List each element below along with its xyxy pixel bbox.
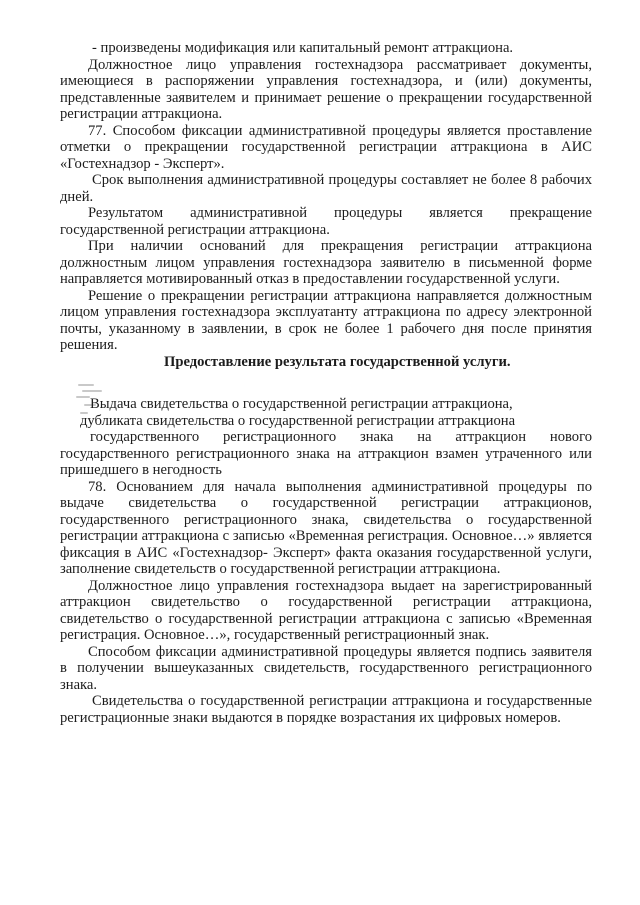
modification-line: - произведены модификация или капитальный ремонт аттракциона. (92, 40, 514, 56)
subheading-block (60, 396, 592, 479)
review-paragraph: Должностное лицо управления гостехнадзора рассматривает документы, имеющиеся в распоряжении управления гостехнадзора, и (или) документы, представленные заявителем и принимает решение о прекращении государственной регистрации аттракциона. (60, 56, 592, 122)
paragraph-77: 77. Способом фиксации административной процедуры является проставление отметки о прекращении государственной регистрации аттракциона в АИС «Гостехнадзор - Эксперт». (60, 122, 592, 172)
term-paragraph: Срок выполнения административной процедуры составляет не более 8 рабочих дней. (60, 172, 592, 205)
document-page (60, 40, 592, 726)
fixation-paragraph: Способом фиксации административной процедуры является подпись заявителя в получении вышеуказанных свидетельств, государственного регистрационного знака. (60, 643, 592, 693)
subheading-line: Выдача свидетельства о государственной регистрации аттракциона, (90, 396, 513, 412)
result-paragraph: Результатом административной процедуры является прекращение государственной регистрации аттракциона. (60, 205, 592, 238)
order-paragraph: Свидетельства о государственной регистрации аттракциона и государственные регистрационные знаки выдаются в порядке возрастания их цифровых номеров. (60, 693, 592, 726)
subheading-line: дубликата свидетельства о государственной регистрации аттракциона (80, 412, 516, 429)
decision-paragraph: Решение о прекращении регистрации аттракциона направляется должностным лицом управления гостехнадзора эксплуатанту аттракциона по адресу электронной почты, указанному в заявлении, в срок не более 1 рабочего дня после принятия решения. (60, 287, 592, 353)
subheading-line: государственного регистрационного знака на аттракцион взамен утраченного или пришедшего в негодность (60, 445, 592, 478)
refusal-paragraph: При наличии оснований для прекращения регистрации аттракциона должностным лицом управления гостехнадзора заявителю в письменной форме направляется мотивированный отказ в предоставлении государственной услуги. (60, 238, 592, 287)
section-heading: Предоставление результата государственной услуги. (164, 353, 511, 370)
subheading-line: государственного регистрационного знака на аттракцион нового (90, 429, 592, 445)
paragraph-78: 78. Основанием для начала выполнения административной процедуры по выдаче свидетельства о государственной регистрации аттракционов, государственного регистрационного знака, свидетельства о государственной регистрации аттракциона с записью «Временная регистрация. Основное…» является фиксация в АИС «Гостехнадзор- Эксперт» факта оказания государственной услуги, заполнение свидетельств о государственной регистрации аттракциона. (60, 478, 592, 577)
issue-paragraph: Должностное лицо управления гостехнадзора выдает на зарегистрированный аттракцион свидетельство о государственной регистрации аттракциона, свидетельство о государственной регистрации аттракциона с записью «Временная регистрация. Основное…», государственный регистрационный знак. (60, 577, 592, 643)
